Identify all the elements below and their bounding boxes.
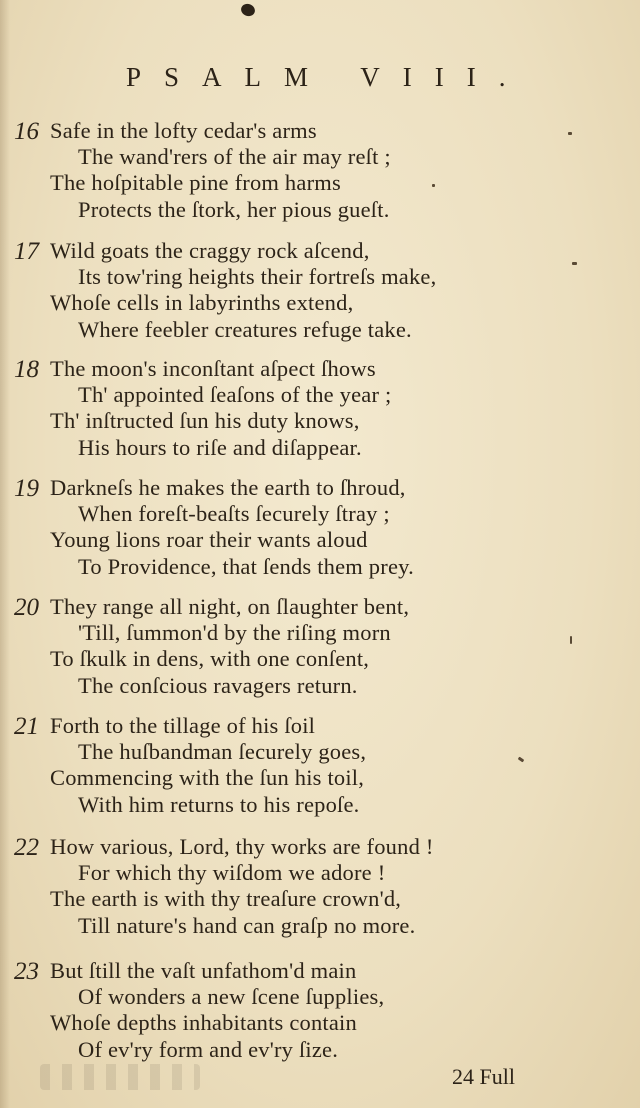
print-speck [432,184,435,187]
spine-shadow [0,0,10,1108]
verse-line: But ſtill the vaſt unfathom'd main [50,958,357,983]
verse-line: To ſkulk in dens, with one conſent, [50,646,370,671]
verse-number: 22 [14,834,39,861]
verse-line: Commencing with the ſun his toil, [50,765,365,790]
verse-line: Of ev'ry form and ev'ry ſize. [78,1037,339,1062]
verse-line: Where feebler creatures refuge take. [78,317,412,342]
verse-line: For which thy wiſdom we adore ! [78,860,386,885]
running-header: PSALM VIII. [126,62,529,92]
verse-line: Wild goats the craggy rock aſcend, [50,238,370,263]
verse-number: 16 [14,118,39,145]
verse-line: Forth to the tillage of his ſoil [50,713,316,738]
verse-line: How various, Lord, thy works are found ! [50,834,434,859]
verse-line: Its tow'ring heights their fortreſs make, [78,264,437,289]
verse-line: With him returns to his repoſe. [78,792,360,817]
verse-line: Of wonders a new ſcene ſupplies, [78,984,385,1009]
verse-line: They range all night, on ſlaughter bent, [50,594,410,619]
print-speck [518,757,525,763]
verse-line: Safe in the lofty cedar's arms [50,118,317,143]
verse-line: Protects the ſtork, her pious gueſt. [78,197,390,222]
verse-line: Th' inſtructed ſun his duty knows, [50,408,360,433]
verse-line: The conſcious ravagers return. [78,673,358,698]
verse-line: The hoſpitable pine from harms [50,170,341,195]
print-speck [570,636,572,644]
verse-line: Whoſe cells in labyrinths extend, [50,290,354,315]
verse-line: His hours to riſe and diſappear. [78,435,362,460]
verse-line: The earth is with thy treaſure crown'd, [50,886,402,911]
verse-line: Th' appointed ſeaſons of the year ; [78,382,392,407]
verse-line: The huſbandman ſecurely goes, [78,739,367,764]
verse-line: Young lions roar their wants aloud [50,527,368,552]
verse-line: Till nature's hand can graſp no more. [78,913,416,938]
ink-blot [239,2,256,18]
verse-number: 20 [14,594,39,621]
verse-line: 'Till, ſummon'd by the riſing morn [78,620,391,645]
catchword: 24 Full [452,1064,515,1089]
verse-line: The moon's inconſtant aſpect ſhows [50,356,376,381]
verse-number: 23 [14,958,39,985]
verse-number: 21 [14,713,39,740]
verse-number: 19 [14,475,39,502]
show-through-text [40,1064,200,1090]
print-speck [572,262,577,265]
verse-line: To Providence, that ſends them prey. [78,554,414,579]
verse-number: 17 [14,238,39,265]
print-speck [568,132,572,135]
verse-line: Darkneſs he makes the earth to ſhroud, [50,475,406,500]
verse-line: When foreſt-beaſts ſecurely ſtray ; [78,501,390,526]
verse-number: 18 [14,356,39,383]
verse-line: The wand'rers of the air may reſt ; [78,144,391,169]
verse-line: Whoſe depths inhabitants contain [50,1010,357,1035]
